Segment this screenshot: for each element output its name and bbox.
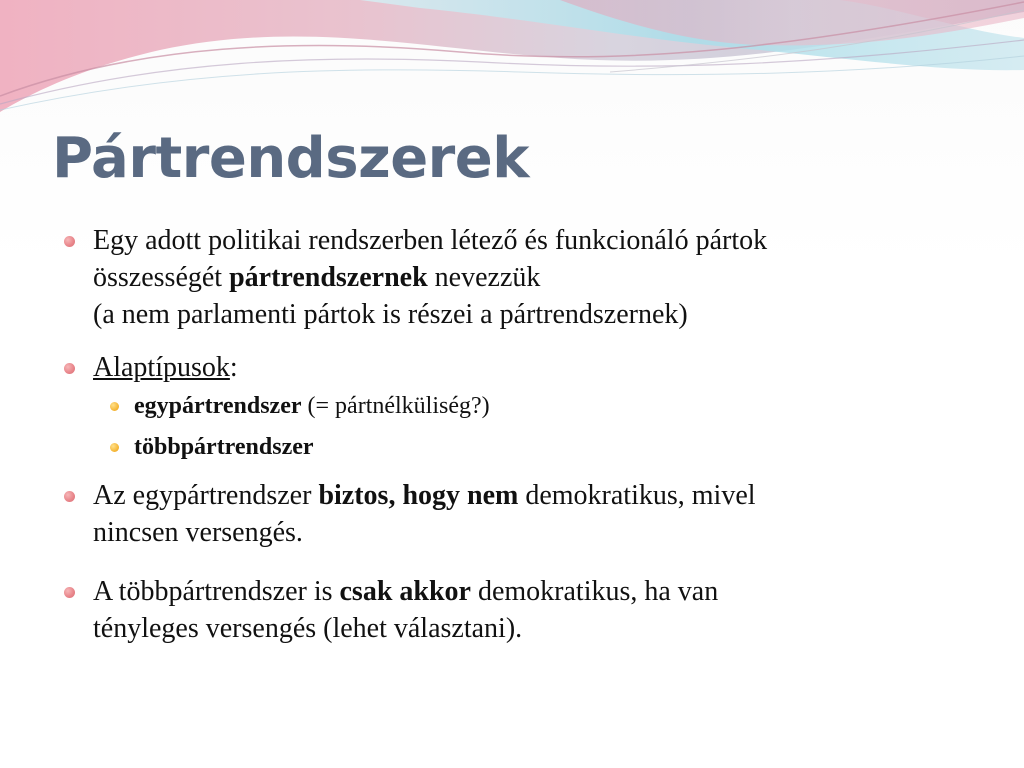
list-item <box>62 349 962 386</box>
item-text: nincsen versengés. <box>93 517 303 548</box>
item-text: nevezzük <box>427 262 541 293</box>
bullet-icon <box>64 587 75 598</box>
decorative-wave-header <box>0 0 1024 130</box>
item-text: Egy adott politikai rendszerben létező és funkcionáló pártok <box>93 225 768 256</box>
item-bold-text: biztos, hogy nem <box>318 480 519 511</box>
bullet-icon <box>64 236 75 247</box>
item-text: demokratikus, mivel <box>518 480 756 511</box>
bullet-icon <box>64 491 75 502</box>
sub-list-item <box>62 390 962 422</box>
item-bold-text: többpártrendszer <box>134 434 314 460</box>
item-text: (= pártnélküliség?) <box>301 393 490 419</box>
item-text: A többpártrendszer is <box>93 576 340 607</box>
item-text: demokratikus, ha van <box>470 576 719 607</box>
list-item <box>62 477 962 551</box>
bullet-icon <box>64 363 75 374</box>
sub-list-item <box>62 431 962 463</box>
sub-list <box>62 390 962 463</box>
list-item <box>62 573 962 647</box>
sub-bullet-icon <box>110 443 119 452</box>
bullet-list <box>62 222 962 663</box>
item-text: : <box>229 352 238 383</box>
sub-bullet-icon <box>110 402 119 411</box>
item-bold-text: pártrendszernek <box>229 262 428 293</box>
item-bold-text: egypártrendszer <box>134 393 302 419</box>
item-underlined-text: Alaptípusok <box>93 352 230 383</box>
item-bold-text: csak akkor <box>339 576 471 607</box>
slide-title: Pártrendszerek <box>52 126 530 191</box>
item-text: Az egypártrendszer <box>93 480 319 511</box>
item-text: összességét <box>93 262 230 293</box>
item-text: (a nem parlamenti pártok is részei a pártrendszernek) <box>93 299 688 330</box>
list-item <box>62 222 962 333</box>
item-text: tényleges versengés (lehet választani). <box>93 613 523 644</box>
